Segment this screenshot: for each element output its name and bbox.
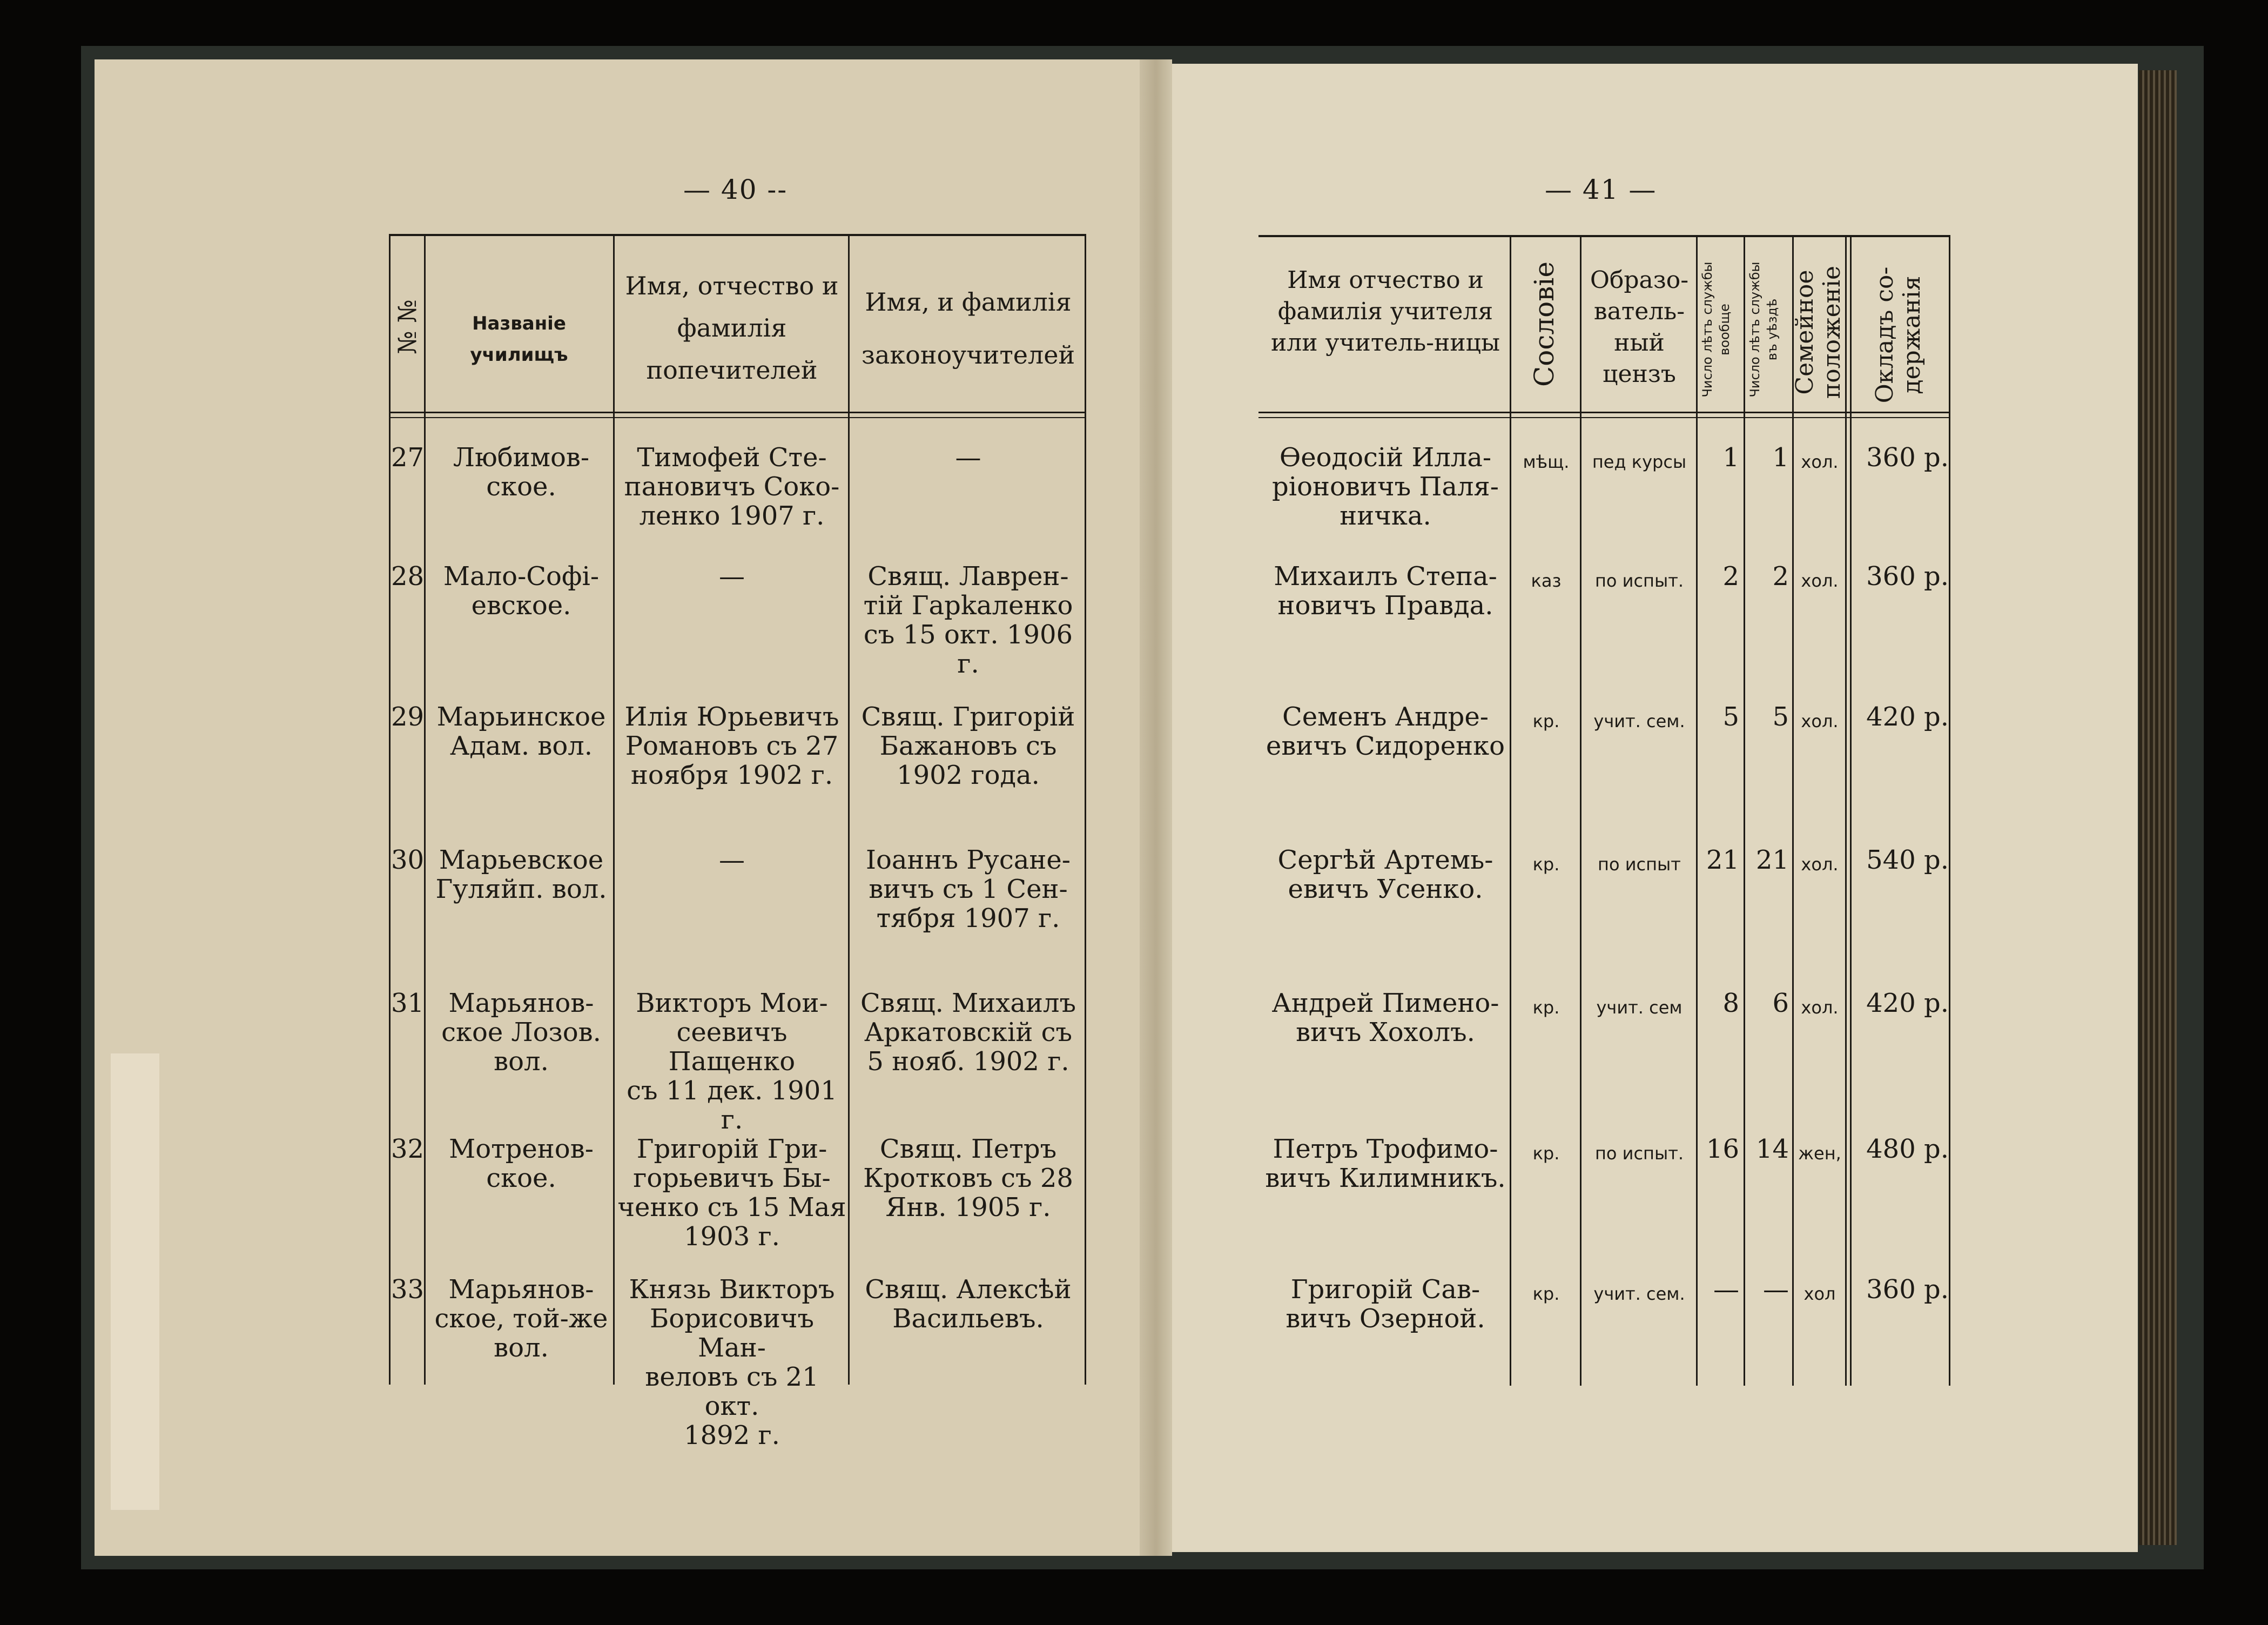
teacher-name: Свящ. Алексѣй Васильевъ. [865, 1274, 1072, 1334]
school-name: Мало-Софі- евское. [443, 561, 600, 621]
trustee-name: Григорій Гри- горьевичъ Бы- ченко съ 15 Мая 1903 г. [617, 1134, 846, 1252]
page-edges [2139, 70, 2177, 1545]
salary: 420 р. [1866, 988, 1949, 1018]
salary: 360 р. [1866, 442, 1949, 473]
estate: кр. [1532, 1284, 1560, 1304]
page-number-right: — 41 — [1545, 174, 1657, 205]
header-family-text: Семейное положеніе [1791, 265, 1846, 399]
page-number-left: — 40 -- [683, 174, 788, 205]
education: учит. сем [1596, 997, 1683, 1018]
school-name: Марьевское Гуляйп. вол. [435, 845, 607, 904]
header-teachers [851, 276, 1086, 381]
row-number: 30 [391, 845, 425, 875]
school-name: Марьянов- ское Лозов. вол. [441, 988, 601, 1077]
salary: 480 р. [1866, 1134, 1949, 1164]
header-trustees-text: Имя, отчество и фамилія попечителей [625, 271, 839, 385]
teacher-full-name: Петръ Трофимо- вичъ Килимникъ. [1265, 1134, 1506, 1193]
trustee-name: Князь Викторъ Борисовичъ Ман- веловъ съ 21 окт. 1892 г. [629, 1274, 835, 1451]
row-number: 33 [391, 1274, 425, 1305]
years-total: 8 [1722, 988, 1739, 1018]
salary: 360 р. [1866, 1274, 1949, 1305]
trustee-name: — [719, 561, 745, 592]
years-total: 2 [1722, 561, 1739, 592]
teacher-name: Свящ. Михаилъ Аркатовскій съ 5 нояб. 1902 г. [860, 988, 1076, 1077]
years-district: 2 [1772, 561, 1789, 592]
teacher-name: Іоаннъ Русане- вичъ съ 1 Сен- тября 1907 г. [866, 845, 1071, 934]
row-number: 31 [391, 988, 425, 1018]
teacher-name: — [955, 442, 981, 473]
left-table-top-rule [389, 234, 1086, 236]
years-total: — [1713, 1274, 1739, 1305]
header-years-district-text: Число лѣтъ службы въ уѣздѣ [1747, 261, 1780, 398]
family-status: хол. [1801, 854, 1839, 875]
education: по испыт [1598, 854, 1681, 875]
header-name: Имя отчество и фамилія учителя или учитель-ницы [1270, 266, 1500, 357]
estate: каз [1531, 570, 1562, 591]
header-years-total-text: Число лѣтъ службы вообще [1700, 261, 1732, 398]
header-no: № № [393, 299, 422, 354]
estate: кр. [1532, 711, 1560, 731]
school-name: Любимов- ское. [453, 442, 590, 502]
header-education: Образо-ватель-ный цензъ [1590, 266, 1689, 388]
header-salary-text: Окладъ со-держанія [1871, 266, 1926, 404]
estate: кр. [1532, 997, 1560, 1018]
teacher-name: Свящ. Лаврен- тій Гарkаленко съ 15 окт. 1906 г. [863, 561, 1073, 679]
header-years-total [1699, 259, 1742, 400]
row-number: 32 [391, 1134, 425, 1164]
family-status: хол. [1801, 997, 1839, 1018]
header-estate: Сословіе [1529, 261, 1560, 387]
years-district: — [1763, 1274, 1789, 1305]
years-district: 1 [1772, 442, 1789, 473]
family-status: хол. [1801, 711, 1839, 731]
family-status: хол. [1801, 452, 1839, 472]
family-status: жен, [1798, 1143, 1841, 1164]
teacher-full-name: Михаилъ Степа- новичъ Правда. [1274, 561, 1497, 621]
header-years-district [1746, 259, 1789, 400]
paper-tab [111, 1053, 159, 1510]
salary: 420 р. [1866, 702, 1949, 732]
header-trustees [616, 265, 848, 391]
years-district: 6 [1772, 988, 1789, 1018]
years-district: 21 [1755, 845, 1789, 875]
teacher-full-name: Ѳеодосій Илла- ріоновичъ Паля- ничка. [1272, 442, 1499, 531]
trustee-name: Илія Юрьевичъ Романовъ съ 27 ноября 1902 г. [624, 702, 839, 790]
education: по испыт. [1594, 570, 1684, 591]
years-district: 14 [1755, 1134, 1789, 1164]
teacher-full-name: Семенъ Андре- евичъ Сидоренко [1266, 702, 1505, 761]
estate: мѣщ. [1523, 452, 1570, 472]
education: учит. сем. [1593, 1284, 1685, 1304]
teacher-name: Свящ. Григорій Бажановъ съ 1902 года. [861, 702, 1075, 790]
header-school: Названіе училищъ [470, 313, 568, 366]
estate: кр. [1532, 854, 1560, 875]
family-status: хол [1803, 1284, 1836, 1304]
header-family [1792, 259, 1846, 405]
education: учит. сем. [1593, 711, 1685, 731]
years-total: 1 [1722, 442, 1739, 473]
left-table-header-rule [389, 412, 1086, 413]
teacher-name: Свящ. Петръ Кротковъ съ 28 Янв. 1905 г. [863, 1134, 1073, 1223]
school-name: Марьинское Адам. вол. [436, 702, 606, 761]
salary: 360 р. [1866, 561, 1949, 592]
trustee-name: Викторъ Мои- сеевичъ Пащенко съ 11 дек. 1901 г. [627, 988, 837, 1135]
years-district: 5 [1772, 702, 1789, 732]
estate: кр. [1532, 1143, 1560, 1164]
years-total: 16 [1706, 1134, 1739, 1164]
teacher-full-name: Сергѣй Артемь- евичъ Усенко. [1277, 845, 1493, 904]
teacher-full-name: Григорій Сав- вичъ Озерной. [1286, 1274, 1485, 1334]
years-total: 5 [1722, 702, 1739, 732]
trustee-name: — [719, 845, 745, 875]
school-name: Марьянов- ское, той-же вол. [434, 1274, 608, 1363]
education: по испыт. [1594, 1143, 1684, 1164]
teacher-full-name: Андрей Пимено- вичъ Хохолъ. [1271, 988, 1499, 1047]
trustee-name: Тимофей Сте- пановичъ Соко- ленко 1907 г. [624, 442, 840, 531]
header-salary [1872, 262, 1931, 408]
years-total: 21 [1706, 845, 1739, 875]
page-fold-shadow [1140, 59, 1172, 1556]
row-number: 29 [391, 702, 425, 732]
row-number: 28 [391, 561, 425, 592]
salary: 540 р. [1866, 845, 1949, 875]
school-name: Мотренов- ское. [449, 1134, 594, 1193]
header-teachers-text: Имя, и фамилія законоучителей [861, 287, 1075, 370]
row-number: 27 [391, 442, 425, 473]
family-status: хол. [1801, 570, 1839, 591]
education: пед курсы [1592, 452, 1687, 472]
